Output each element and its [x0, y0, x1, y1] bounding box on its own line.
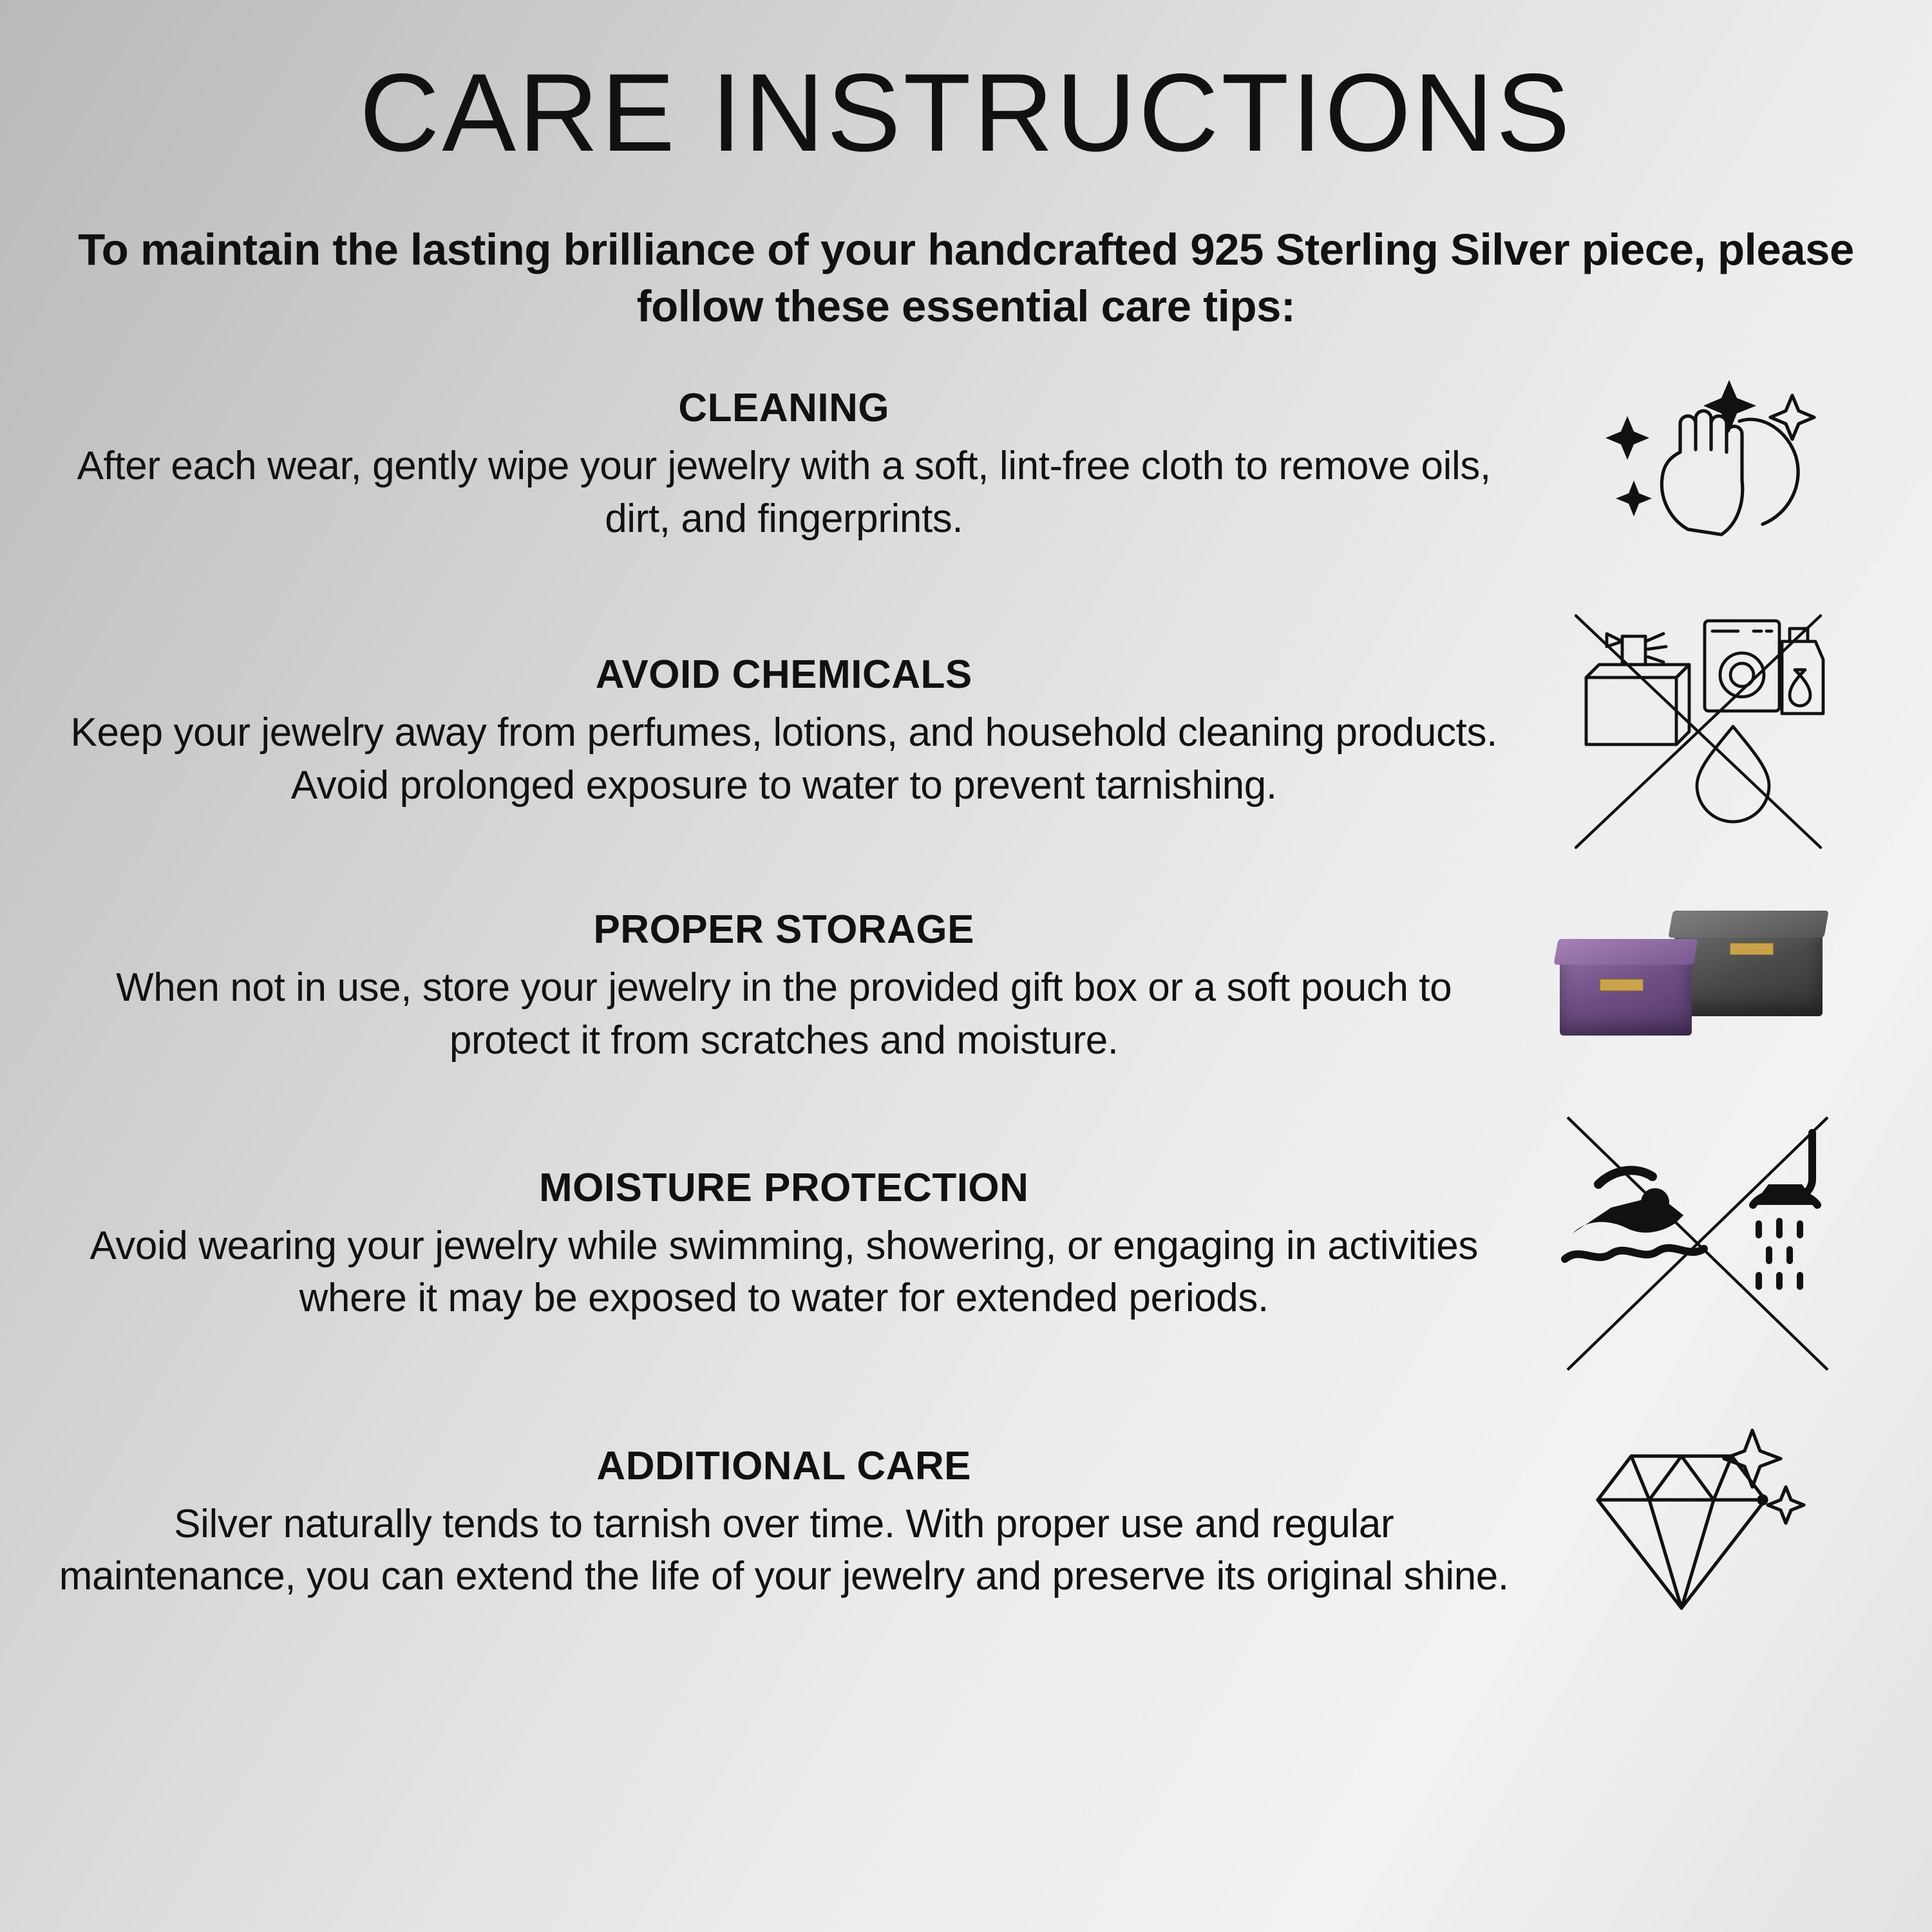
- section-cleaning: [45, 375, 1887, 555]
- gift-box-gray-lid: [1669, 911, 1829, 938]
- no-swimming-shower-icon: [1560, 1110, 1837, 1380]
- section-proper-storage-heading: PROPER STORAGE: [593, 907, 974, 952]
- section-moisture-protection-icon-wrap: [1510, 1110, 1887, 1380]
- section-proper-storage-text: [45, 907, 1510, 1067]
- gift-box-purple-plaque: [1600, 979, 1643, 991]
- gift-box-purple-lid: [1554, 939, 1698, 965]
- gift-box-purple: [1560, 953, 1692, 1036]
- section-moisture-protection-body: Avoid wearing your jewelry while swimming, showering, or engaging in activities where it may be exposed to water for extended periods.: [90, 1223, 1478, 1321]
- no-chemicals-icon: [1563, 603, 1833, 860]
- section-avoid-chemicals-icon-wrap: [1510, 603, 1887, 860]
- section-proper-storage-body: When not in use, store your jewelry in the provided gift box or a soft pouch to protect it from scratches and moisture.: [116, 965, 1452, 1063]
- section-avoid-chemicals: [45, 603, 1887, 860]
- section-cleaning-text: [45, 385, 1510, 545]
- section-additional-care-icon-wrap: [1510, 1420, 1887, 1626]
- page-title: CARE INSTRUCTIONS: [359, 51, 1573, 175]
- diamond-sparkle-icon: [1569, 1420, 1827, 1626]
- section-cleaning-heading: CLEANING: [678, 385, 890, 430]
- section-moisture-protection: [45, 1110, 1887, 1380]
- section-cleaning-icon-wrap: [1510, 375, 1887, 555]
- gift-box-gray-plaque: [1730, 943, 1774, 955]
- sparkle-hand-wipe-icon: [1569, 375, 1827, 555]
- intro-paragraph: To maintain the lasting brilliance of your handcrafted 925 Sterling Silver piece, please follow these essential care tips:: [78, 224, 1854, 331]
- section-cleaning-body: After each wear, gently wipe your jewelry with a soft, lint-free cloth to remove oils, dirt, and fingerprints.: [77, 443, 1491, 541]
- section-moisture-protection-text: [45, 1165, 1510, 1325]
- section-additional-care-heading: ADDITIONAL CARE: [596, 1443, 971, 1488]
- section-proper-storage-icon-wrap: [1510, 913, 1887, 1061]
- care-sections: [45, 375, 1887, 1626]
- section-additional-care-body: Silver naturally tends to tarnish over time. With proper use and regular maintenance, you can extend the life of your jewelry and preserve its original shine.: [59, 1501, 1509, 1599]
- section-avoid-chemicals-body: Keep your jewelry away from perfumes, lotions, and household cleaning products. Avoid prolonged exposure to water to prevent tarnishing.: [70, 710, 1497, 808]
- section-avoid-chemicals-heading: AVOID CHEMICALS: [595, 652, 972, 697]
- section-moisture-protection-heading: MOISTURE PROTECTION: [539, 1165, 1029, 1210]
- section-additional-care-text: [45, 1443, 1510, 1604]
- section-avoid-chemicals-text: [45, 652, 1510, 812]
- gift-boxes-icon: [1560, 913, 1837, 1061]
- section-additional-care: [45, 1420, 1887, 1626]
- section-proper-storage: [45, 907, 1887, 1067]
